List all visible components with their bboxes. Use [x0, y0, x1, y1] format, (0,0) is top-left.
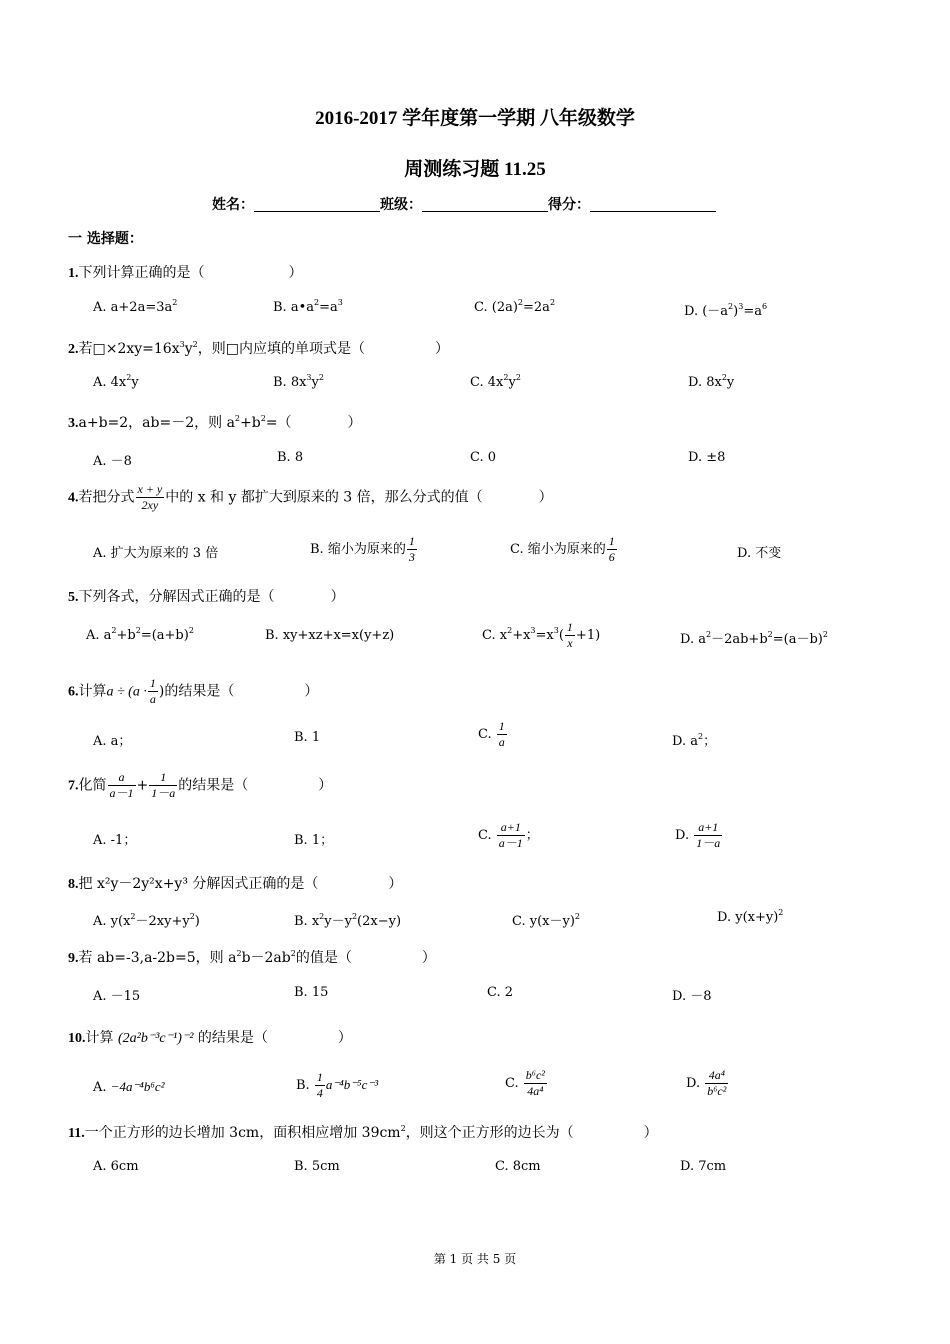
- option-b[interactable]: B. 1: [294, 730, 321, 745]
- page-title: 2016-2017 学年度第一学期 八年级数学: [315, 108, 635, 129]
- option-a[interactable]: A. $y(x^2-2xy+y^2)$: [93, 912, 200, 929]
- option-a[interactable]: A. −4a⁻⁴b⁶c²: [93, 1079, 165, 1095]
- class-label: 班级：: [380, 197, 422, 213]
- option-c[interactable]: C. $4x^2y^2$: [470, 373, 521, 390]
- question-10: 10.计算 (2a²b⁻³c⁻¹)⁻² 的结果是（ ）: [68, 1030, 352, 1046]
- option-d[interactable]: D. $8x^2y$: [688, 373, 735, 390]
- option-a[interactable]: A. a；: [93, 734, 132, 749]
- option-a[interactable]: A. 扩大为原来的 3 倍: [93, 546, 219, 561]
- question-6: 6.计算a ÷ (a · $\frac{1}{a}$ )的结果是（ ）: [68, 676, 319, 706]
- option-c[interactable]: C. $\frac{a+1}{a-1}$ ；: [478, 820, 539, 850]
- option-d[interactable]: D. －8: [672, 989, 712, 1004]
- option-c[interactable]: C. 8cm: [495, 1159, 541, 1174]
- option-b[interactable]: B. $8x^3y^2$: [273, 373, 324, 390]
- question-11: 11.一个正方形的边长增加 3cm，面积相应增加 $39cm^2$，则这个正方形的边长为（ ）: [68, 1124, 658, 1141]
- question-1: [68, 262, 303, 282]
- option-a[interactable]: A. $a+2a=3a^2$: [93, 298, 178, 315]
- option-d[interactable]: D. $(-a^2)^3=a^6$: [684, 302, 768, 319]
- fraction: $\frac{x + y}{2xy}$: [137, 482, 163, 512]
- score-field[interactable]: [590, 197, 716, 212]
- option-d[interactable]: D. $\frac{a+1}{1-a}$: [675, 820, 721, 850]
- option-b[interactable]: B. 缩小为原来的 $\frac{1}{3}$: [310, 534, 415, 564]
- option-a[interactable]: A. －15: [93, 989, 141, 1004]
- option-c[interactable]: C. 缩小为原来的 $\frac{1}{6}$: [510, 534, 615, 564]
- option-d[interactable]: D. $\frac{\text{4a⁴}}{\text{b⁶c²}}$: [686, 1068, 727, 1098]
- name-label: 姓名：: [212, 197, 254, 213]
- option-b[interactable]: B. 15: [294, 985, 329, 1000]
- option-b[interactable]: B. $x^2y-y^2(2x-y)$: [294, 912, 402, 929]
- option-b[interactable]: B. $a•a^2=a^3$: [273, 298, 343, 315]
- question-4: 4.若把分式 $\frac{x + y}{2xy}$ 中的 x 和 y 都扩大到原来的 3 倍，那么分式的值（ ）: [68, 482, 553, 512]
- option-d[interactable]: D. $y(x+y)^2$: [717, 908, 784, 925]
- question-3: 3.a+b=2，ab=－2，则 $a^2+b^2=$（ ）: [68, 414, 362, 431]
- option-c[interactable]: C. 2: [487, 985, 514, 1000]
- option-c[interactable]: C. $\frac{1}{a}$: [478, 719, 505, 749]
- option-b[interactable]: B. xy+xz+x=x(y+z): [265, 628, 395, 643]
- class-field[interactable]: [422, 197, 548, 212]
- section-title: 一 选择题：: [68, 231, 143, 247]
- option-c[interactable]: C. $y(x-y)^2$: [512, 912, 581, 929]
- option-b[interactable]: B. $\frac{1}{4}$ a⁻⁴b⁻⁵c⁻³: [296, 1070, 379, 1100]
- option-d[interactable]: D. ±8: [688, 450, 726, 465]
- page-footer: 第 1 页 共 5 页: [433, 1252, 517, 1266]
- option-c[interactable]: C. $x^2+x^3=x^3$( $\frac{1}{x}$ +1): [482, 620, 601, 650]
- question-8: 8.把 x²y－2y²x+y³ 分解因式正确的是（ ）: [68, 876, 403, 892]
- option-b[interactable]: B. 1；: [294, 833, 334, 848]
- option-d[interactable]: D. $a^2$；: [672, 732, 717, 749]
- option-c[interactable]: C. $\frac{\text{b⁶c²}}{\text{4a⁴}}$: [505, 1068, 545, 1098]
- question-5: 5.下列各式，分解因式正确的是（ ）: [68, 589, 345, 605]
- option-a[interactable]: A. －8: [93, 454, 132, 469]
- score-label: 得分：: [548, 197, 590, 213]
- question-number: 1.: [68, 266, 79, 281]
- question-2: 2.若$□\times 2xy=16x^3y^2$，则□内应填的单项式是（ ）: [68, 340, 449, 357]
- option-a[interactable]: A. $4x^2y$: [93, 373, 139, 390]
- name-field[interactable]: [254, 197, 380, 212]
- option-b[interactable]: B. 8: [277, 450, 304, 465]
- option-c[interactable]: C. 0: [470, 450, 497, 465]
- option-d[interactable]: D. 不变: [737, 546, 782, 561]
- question-text: 下列计算正确的是（ ）: [78, 265, 303, 281]
- option-a[interactable]: A. $a^2+b^2=(a+b)^2$: [86, 626, 194, 643]
- option-d[interactable]: D. $a^2-2ab+b^2=(a-b)^2$: [680, 630, 828, 647]
- option-d[interactable]: D. 7cm: [680, 1159, 727, 1174]
- student-info-line: [212, 194, 716, 214]
- option-a[interactable]: A. 6cm: [93, 1159, 139, 1174]
- question-7: 7.化简 $\frac{a}{a-1}$ + $\frac{1}{1-a}$ 的结果是（ ）: [68, 770, 333, 800]
- page-subtitle: 周测练习题 11.25: [404, 159, 546, 180]
- option-b[interactable]: B. 5cm: [294, 1159, 340, 1174]
- option-c[interactable]: C. $(2a)^2=2a^2$: [474, 298, 556, 315]
- option-a[interactable]: A. -1；: [93, 833, 137, 848]
- question-9: 9.若 ab=-3,a-2b=5，则 $a^2b-2ab^2$的值是（ ）: [68, 949, 436, 966]
